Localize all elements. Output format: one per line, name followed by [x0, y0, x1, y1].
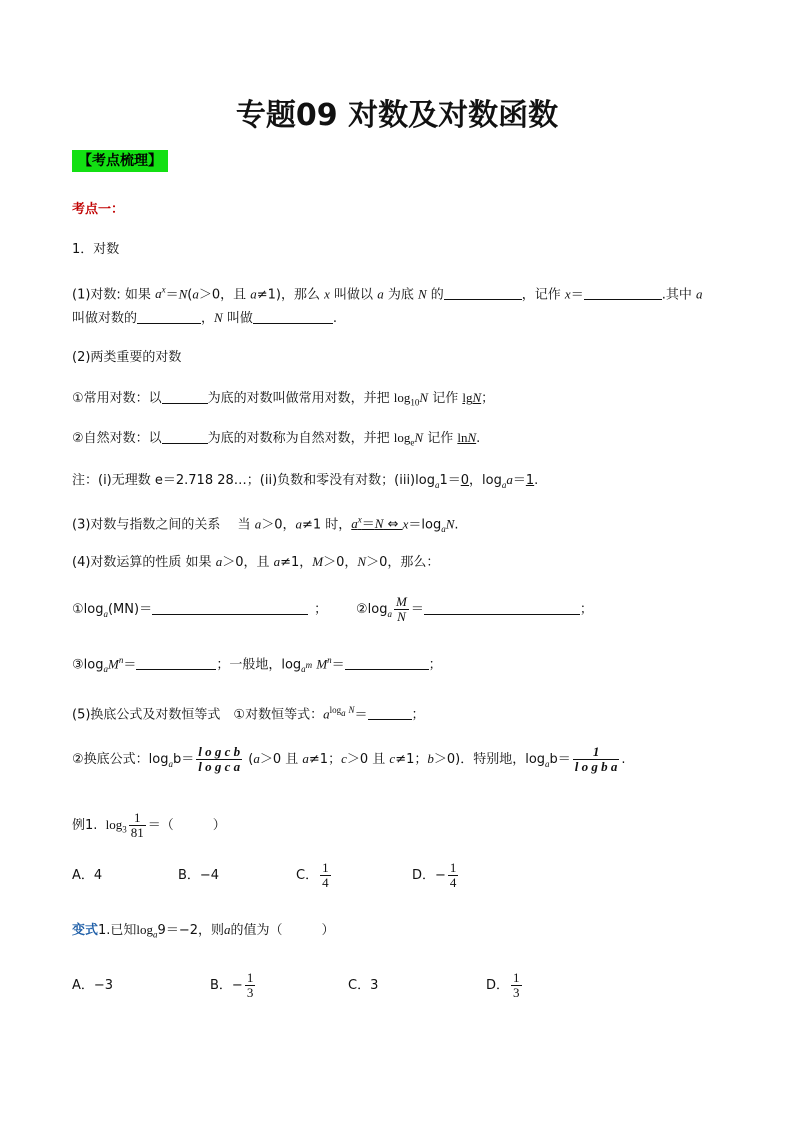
- blank-field[interactable]: [424, 600, 580, 615]
- blank-field[interactable]: [584, 285, 662, 300]
- property-1: $①\log_a(MN)=$ ；: [72, 602, 328, 619]
- properties-heading: (4)对数运算的性质 如果 a＞0，且 a≠1，M＞0，N＞0，那么：: [72, 554, 440, 570]
- common-log-line: ①常用对数：以 为底的对数叫做常用对数，并把 $\log_{10}N$ 记作 lgN；: [72, 390, 495, 408]
- variant-1-option-c[interactable]: C．3: [348, 978, 379, 993]
- example-1-option-d[interactable]: D．− $\frac{1}{4}$: [412, 860, 457, 890]
- example-1-option-b[interactable]: B．−4: [178, 868, 220, 883]
- page-title: 专题09 对数及对数函数: [235, 98, 559, 133]
- property-3: $③\log_aM^n=$ ；一般地，$\log_{a^m} M^n=$ ；: [72, 655, 442, 674]
- property-2: $②\log_a$ $\frac{M}{N}$ ＝ ；: [356, 594, 593, 624]
- example-1-option-a[interactable]: A．4: [72, 868, 103, 883]
- relation-line: (3)对数与指数之间的关系 当 a＞0，a≠1 时，$a^x=N$ ⇔ $x=\log_aN$.: [72, 515, 459, 534]
- blank-field[interactable]: [162, 429, 208, 444]
- note-line: 注：(i)无理数 e＝2.718 28…；(ii)负数和零没有对数；$(iii)\log_a1=0$，$\log_aa=1$.: [72, 472, 539, 490]
- blank-field[interactable]: [136, 655, 216, 670]
- example-1: 例1. $\log_3$ $\frac{1}{81}$ ＝（ ）: [72, 810, 226, 840]
- blank-field[interactable]: [137, 309, 201, 324]
- heading-two-logs: (2)两类重要的对数: [72, 350, 182, 365]
- blank-field[interactable]: [345, 655, 429, 670]
- variant-1-option-b[interactable]: B．− $\frac{1}{3}$: [210, 970, 254, 1000]
- variant-1: 变式1.已知$\log_a9=-2$，则a的值为（ ）: [72, 922, 335, 940]
- variant-1-option-a[interactable]: A．−3: [72, 978, 114, 993]
- example-1-option-c[interactable]: C． $\frac{1}{4}$: [296, 860, 329, 890]
- kaodian-heading: 考点一：: [72, 202, 125, 217]
- natural-log-line: ②自然对数：以 为底的对数称为自然对数，并把 $\log_eN$ 记作 lnN.: [72, 430, 481, 448]
- definition-line-2: 叫做对数的 ，N 叫做 .: [72, 310, 337, 326]
- blank-field[interactable]: [368, 705, 412, 720]
- definition-line-1: (1)对数: 如果 $a^x=N(a>0$，且 a≠1)，那么 x 叫做以 a 为底 N 的 ，记作 x＝ .其中 a: [72, 285, 703, 303]
- change-of-base-line: ②换底公式：$\log_ab=$ $\frac{\text{l o g c b}}{\text{l o g c a}}$ (a＞0 且 a≠1；c＞0 且 c≠1；b＞0)．特别地，$\log_ab=$ $\frac{1}{\text{l o g b a}}$ .: [72, 744, 626, 774]
- variant-1-option-d[interactable]: D． $\frac{1}{3}$: [486, 970, 520, 1000]
- blank-field[interactable]: [162, 389, 208, 404]
- blank-field[interactable]: [152, 600, 308, 615]
- heading-logarithm: 1．对数: [72, 242, 120, 257]
- blank-field[interactable]: [444, 285, 522, 300]
- blank-field[interactable]: [253, 309, 333, 324]
- identity-line: (5)换底公式及对数恒等式 ①对数恒等式：$a^{log_a N}=$ ；: [72, 705, 425, 723]
- section-badge: 【考点梳理】: [72, 150, 168, 172]
